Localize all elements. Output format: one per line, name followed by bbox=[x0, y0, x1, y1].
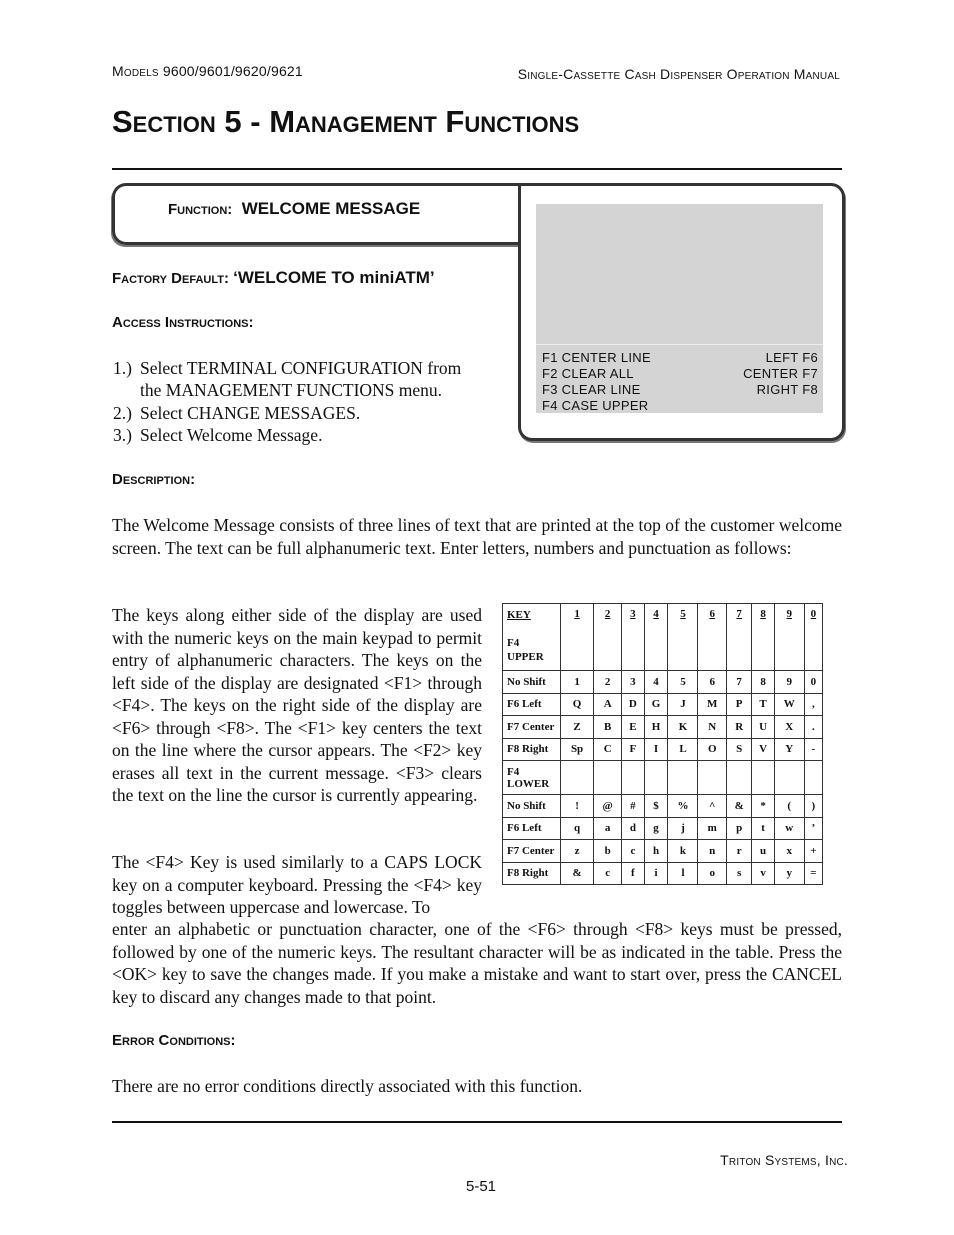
function-label bbox=[168, 199, 420, 219]
key-table-cell: 5 bbox=[668, 671, 698, 694]
screen-f1-label: F1 CENTER LINE bbox=[542, 350, 651, 365]
key-table-cell: E bbox=[622, 716, 644, 739]
key-table-cell: r bbox=[726, 840, 751, 863]
key-table-row bbox=[503, 693, 823, 716]
description-paragraph-2: The keys along either side of the display are used with the numeric keys on the main keypad to permit entry of alphanumeric characters. The keys on the left side of the display are designated <F1> through <F4>. The keys on the right side of the display are <F6> through <F8>. The <F1> key centers the text on the line where the cursor appears. The <F2> key erases all text in the current message. <F3> clears the text on the line the cursor is currently appearing. bbox=[112, 605, 482, 805]
factory-default-row bbox=[112, 268, 435, 288]
key-table-cell: ’ bbox=[804, 817, 822, 840]
screen-f7-label: CENTER F7 bbox=[743, 366, 818, 381]
screen-f6-label: LEFT F6 bbox=[765, 350, 818, 365]
key-row-label: F7 Center bbox=[503, 716, 561, 739]
key-table-cell: , bbox=[804, 693, 822, 716]
key-column-header: 9 bbox=[774, 604, 804, 671]
key-row-label: F8 Right bbox=[503, 738, 561, 761]
key-table-cell bbox=[594, 761, 622, 795]
key-table-cell: M bbox=[698, 693, 726, 716]
key-column-header: 3 bbox=[622, 604, 644, 671]
screen-f8-label: RIGHT F8 bbox=[756, 382, 818, 397]
step-1-text-cont: the MANAGEMENT FUNCTIONS menu. bbox=[140, 380, 443, 400]
key-table-cell: & bbox=[561, 862, 594, 885]
key-table-cell: j bbox=[668, 817, 698, 840]
description-paragraph-3-narrow: The <F4> Key is used similarly to a CAPS LOCK key on a computer keyboard. Pressing the <F4> key toggles between uppercase and lowercase. To bbox=[112, 852, 482, 917]
footer-company: Triton Systems, Inc. bbox=[720, 1152, 848, 1168]
key-table-cell: ^ bbox=[698, 795, 726, 818]
key-table-cell: R bbox=[726, 716, 751, 739]
key-table-row bbox=[503, 840, 823, 863]
key-table-body bbox=[503, 671, 823, 885]
key-table-cell: h bbox=[644, 840, 668, 863]
key-column-header: 5 bbox=[668, 604, 698, 671]
key-table-cell: ) bbox=[804, 795, 822, 818]
key-table-cell: 8 bbox=[752, 671, 774, 694]
key-table-cell: 7 bbox=[726, 671, 751, 694]
key-table-cell: H bbox=[644, 716, 668, 739]
key-table-cell: s bbox=[726, 862, 751, 885]
key-table-cell: W bbox=[774, 693, 804, 716]
key-table-cell: 1 bbox=[561, 671, 594, 694]
key-header-text: KEY bbox=[507, 609, 531, 621]
key-table-cell: t bbox=[752, 817, 774, 840]
key-table-cell: V bbox=[752, 738, 774, 761]
description-paragraph-3-wide: enter an alphabetic or punctuation character, one of the <F6> through <F8> keys must be pressed, followed by one of the numeric keys. The resultant character will be as indicated in the table. Press the <OK> key to save the changes made. If you make a mistake and want to start over, press the CANCEL key to discard any changes made to that point. bbox=[112, 919, 842, 1007]
key-header-upper: UPPER bbox=[507, 651, 544, 663]
key-row-label: F7 Center bbox=[503, 840, 561, 863]
screen-f3-label: F3 CLEAR LINE bbox=[542, 382, 641, 397]
key-table-cell: d bbox=[622, 817, 644, 840]
key-column-header: 6 bbox=[698, 604, 726, 671]
key-table-cell: q bbox=[561, 817, 594, 840]
key-table-cell: g bbox=[644, 817, 668, 840]
atm-screen-separator bbox=[536, 344, 823, 345]
key-table-cell: Z bbox=[561, 716, 594, 739]
key-table-cell: % bbox=[668, 795, 698, 818]
key-table-cell: $ bbox=[644, 795, 668, 818]
key-table-cell: L bbox=[668, 738, 698, 761]
key-column-header: 8 bbox=[752, 604, 774, 671]
key-row-label: F8 Right bbox=[503, 862, 561, 885]
header-models: Models 9600/9601/9620/9621 bbox=[112, 63, 303, 79]
key-table-cell: ! bbox=[561, 795, 594, 818]
key-table-cell: c bbox=[622, 840, 644, 863]
key-table-cell: U bbox=[752, 716, 774, 739]
key-table-cell: G bbox=[644, 693, 668, 716]
key-table-cell: J bbox=[668, 693, 698, 716]
key-table-cell: n bbox=[698, 840, 726, 863]
key-table-cell: l bbox=[668, 862, 698, 885]
access-instructions-label: Access Instructions: bbox=[112, 314, 254, 331]
key-row-label: F4 LOWER bbox=[503, 761, 561, 795]
step-3-text: Select Welcome Message. bbox=[140, 425, 323, 445]
key-table-cell: = bbox=[804, 862, 822, 885]
key-column-header: 0 bbox=[804, 604, 822, 671]
key-table-cell bbox=[561, 761, 594, 795]
factory-default-value: ‘WELCOME TO miniATM’ bbox=[233, 268, 435, 287]
screen-f4-label: F4 CASE UPPER bbox=[542, 398, 649, 413]
key-table-cell: u bbox=[752, 840, 774, 863]
key-table-cell: Y bbox=[774, 738, 804, 761]
error-conditions-text: There are no error conditions directly associated with this function. bbox=[112, 1076, 583, 1096]
key-table-cell: k bbox=[668, 840, 698, 863]
key-table-cell bbox=[622, 761, 644, 795]
key-table-cell: - bbox=[804, 738, 822, 761]
key-table-cell: 2 bbox=[594, 671, 622, 694]
key-table-cell: A bbox=[594, 693, 622, 716]
key-table-cell: m bbox=[698, 817, 726, 840]
key-column-header: 1 bbox=[561, 604, 594, 671]
key-table-cell bbox=[698, 761, 726, 795]
key-row-label: No Shift bbox=[503, 671, 561, 694]
key-table-header-row bbox=[503, 604, 823, 671]
key-table-cell: Q bbox=[561, 693, 594, 716]
key-table-cell: p bbox=[726, 817, 751, 840]
key-table-row bbox=[503, 862, 823, 885]
key-table-cell: x bbox=[774, 840, 804, 863]
key-table-row bbox=[503, 761, 823, 795]
key-table-row bbox=[503, 716, 823, 739]
key-table-cell: z bbox=[561, 840, 594, 863]
key-table-cell: P bbox=[726, 693, 751, 716]
key-table-cell: K bbox=[668, 716, 698, 739]
key-table-cell: 3 bbox=[622, 671, 644, 694]
footer-rule bbox=[112, 1121, 842, 1123]
key-row-label: F6 Left bbox=[503, 693, 561, 716]
description-label: Description: bbox=[112, 471, 196, 488]
key-table-cell: i bbox=[644, 862, 668, 885]
key-table-cell: S bbox=[726, 738, 751, 761]
key-table-cell: D bbox=[622, 693, 644, 716]
key-column-header: 4 bbox=[644, 604, 668, 671]
page-number: 5-51 bbox=[466, 1178, 497, 1195]
step-3-number: 3.) bbox=[113, 425, 132, 445]
key-character-table bbox=[502, 603, 823, 885]
key-table-cell: # bbox=[622, 795, 644, 818]
key-table-cell: o bbox=[698, 862, 726, 885]
key-table-cell: f bbox=[622, 862, 644, 885]
key-table-cell: F bbox=[622, 738, 644, 761]
key-table-cell bbox=[804, 761, 822, 795]
key-table-cell: B bbox=[594, 716, 622, 739]
key-table-cell: ( bbox=[774, 795, 804, 818]
key-table-cell: 0 bbox=[804, 671, 822, 694]
key-table-cell: Sp bbox=[561, 738, 594, 761]
key-table-cell bbox=[774, 761, 804, 795]
key-table-row bbox=[503, 738, 823, 761]
description-paragraph-1: The Welcome Message consists of three lines of text that are printed at the top of the customer welcome screen. The text can be full alphanumeric text. Enter letters, numbers and punctuation as follows: bbox=[112, 515, 842, 558]
key-table-cell bbox=[726, 761, 751, 795]
key-table-cell: + bbox=[804, 840, 822, 863]
factory-default-label: Factory Default: bbox=[112, 270, 229, 287]
running-header-left bbox=[112, 63, 303, 79]
section-title: Section 5 - Management Functions bbox=[112, 104, 580, 139]
key-table-cell: 4 bbox=[644, 671, 668, 694]
key-table-cell: T bbox=[752, 693, 774, 716]
key-table-cell: y bbox=[774, 862, 804, 885]
key-table-cell: O bbox=[698, 738, 726, 761]
step-1-number: 1.) bbox=[113, 358, 132, 378]
key-table-cell bbox=[752, 761, 774, 795]
key-table-cell: 9 bbox=[774, 671, 804, 694]
key-table-cell: . bbox=[804, 716, 822, 739]
key-table-cell: C bbox=[594, 738, 622, 761]
key-table-cell: @ bbox=[594, 795, 622, 818]
step-2-text: Select CHANGE MESSAGES. bbox=[140, 403, 361, 423]
key-table-cell: w bbox=[774, 817, 804, 840]
step-2-number: 2.) bbox=[113, 403, 132, 423]
function-name: WELCOME MESSAGE bbox=[241, 199, 421, 218]
running-header-right: Single-Cassette Cash Dispenser Operation Manual bbox=[517, 66, 840, 82]
key-table-cell: v bbox=[752, 862, 774, 885]
key-header-f4: F4 bbox=[507, 637, 520, 649]
step-1-text: Select TERMINAL CONFIGURATION from bbox=[140, 358, 462, 378]
key-table-cell bbox=[668, 761, 698, 795]
key-table-cell: * bbox=[752, 795, 774, 818]
key-row-label: F6 Left bbox=[503, 817, 561, 840]
key-table-cell: 6 bbox=[698, 671, 726, 694]
key-column-header: 2 bbox=[594, 604, 622, 671]
key-row-label: No Shift bbox=[503, 795, 561, 818]
key-table-row bbox=[503, 671, 823, 694]
title-rule bbox=[112, 168, 842, 170]
error-conditions-label: Error Conditions: bbox=[112, 1032, 236, 1049]
key-table-cell bbox=[644, 761, 668, 795]
key-table-row bbox=[503, 795, 823, 818]
key-table-cell: & bbox=[726, 795, 751, 818]
key-table-header-label bbox=[503, 604, 561, 671]
key-table-cell: N bbox=[698, 716, 726, 739]
key-table-cell: b bbox=[594, 840, 622, 863]
screen-f2-label: F2 CLEAR ALL bbox=[542, 366, 634, 381]
key-table-cell: I bbox=[644, 738, 668, 761]
key-table-row bbox=[503, 817, 823, 840]
key-column-header: 7 bbox=[726, 604, 751, 671]
key-table-cell: a bbox=[594, 817, 622, 840]
key-table-cell: c bbox=[594, 862, 622, 885]
function-prefix: Function: bbox=[168, 201, 233, 218]
key-table-cell: X bbox=[774, 716, 804, 739]
